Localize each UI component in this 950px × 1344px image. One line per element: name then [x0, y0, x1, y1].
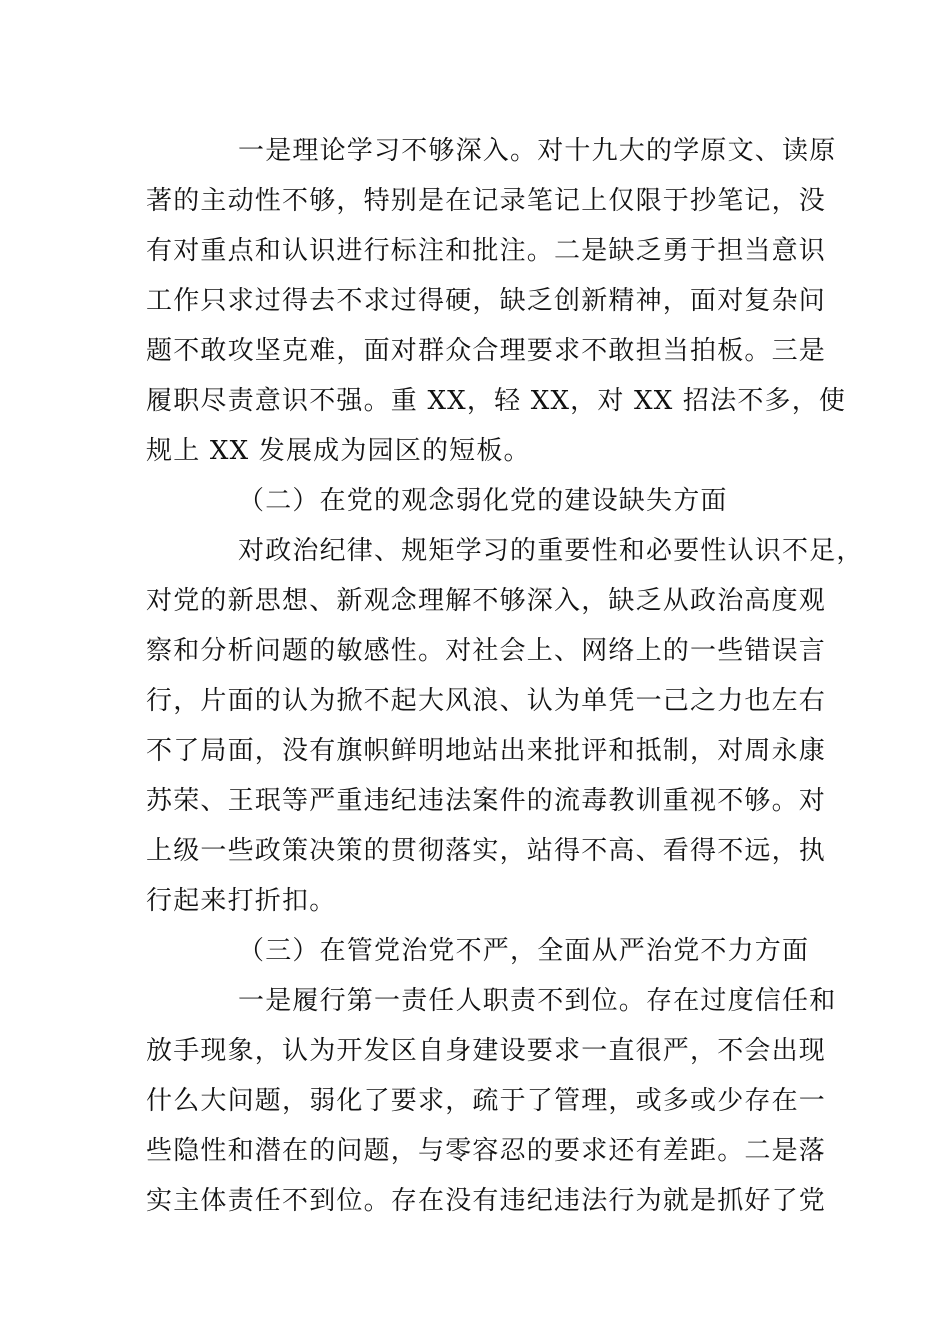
paragraph-line: 一是理论学习不够深入。对十九大的学原文、读原 — [238, 136, 837, 166]
paragraph-line: 有对重点和认识进行标注和批注。二是缺乏勇于担当意识 — [146, 236, 827, 266]
paragraph-line: 上级一些政策决策的贯彻落实，站得不高、看得不远，执 — [146, 836, 827, 866]
paragraph-line: 察和分析问题的敏感性。对社会上、网络上的一些错误言 — [146, 636, 827, 666]
paragraph-line: 行起来打折扣。 — [146, 886, 337, 916]
paragraph-line: 什么大问题，弱化了要求，疏于了管理，或多或少存在一 — [146, 1086, 827, 1116]
paragraph-line: 实主体责任不到位。存在没有违纪违法行为就是抓好了党 — [146, 1186, 827, 1216]
paragraph-line: 著的主动性不够，特别是在记录笔记上仅限于抄笔记，没 — [146, 186, 827, 216]
paragraph-line: 不了局面，没有旗帜鲜明地站出来批评和抵制，对周永康 — [146, 736, 827, 766]
section-heading: （二）在党的观念弱化党的建设缺失方面 — [238, 486, 728, 516]
paragraph-line: 放手现象，认为开发区自身建设要求一直很严，不会出现 — [146, 1036, 827, 1066]
paragraph-line: 题不敢攻坚克难，面对群众合理要求不敢担当拍板。三是 — [146, 336, 827, 366]
section-heading: （三）在管党治党不严，全面从严治党不力方面 — [238, 936, 810, 966]
paragraph-line: 对政治纪律、规矩学习的重要性和必要性认识不足， — [238, 536, 864, 566]
paragraph-line: 履职尽责意识不强。重 XX，轻 XX，对 XX 招法不多，使 — [146, 386, 847, 416]
paragraph-line: 行，片面的认为掀不起大风浪、认为单凭一己之力也左右 — [146, 686, 827, 716]
paragraph-line: 工作只求过得去不求过得硬，缺乏创新精神，面对复杂问 — [146, 286, 827, 316]
paragraph-line: 些隐性和潜在的问题，与零容忍的要求还有差距。二是落 — [146, 1136, 827, 1166]
paragraph-line: 一是履行第一责任人职责不到位。存在过度信任和 — [238, 986, 837, 1016]
paragraph-line: 对党的新思想、新观念理解不够深入，缺乏从政治高度观 — [146, 586, 827, 616]
paragraph-line: 规上 XX 发展成为园区的短板。 — [146, 436, 531, 466]
paragraph-line: 苏荣、王珉等严重违纪违法案件的流毒教训重视不够。对 — [146, 786, 827, 816]
